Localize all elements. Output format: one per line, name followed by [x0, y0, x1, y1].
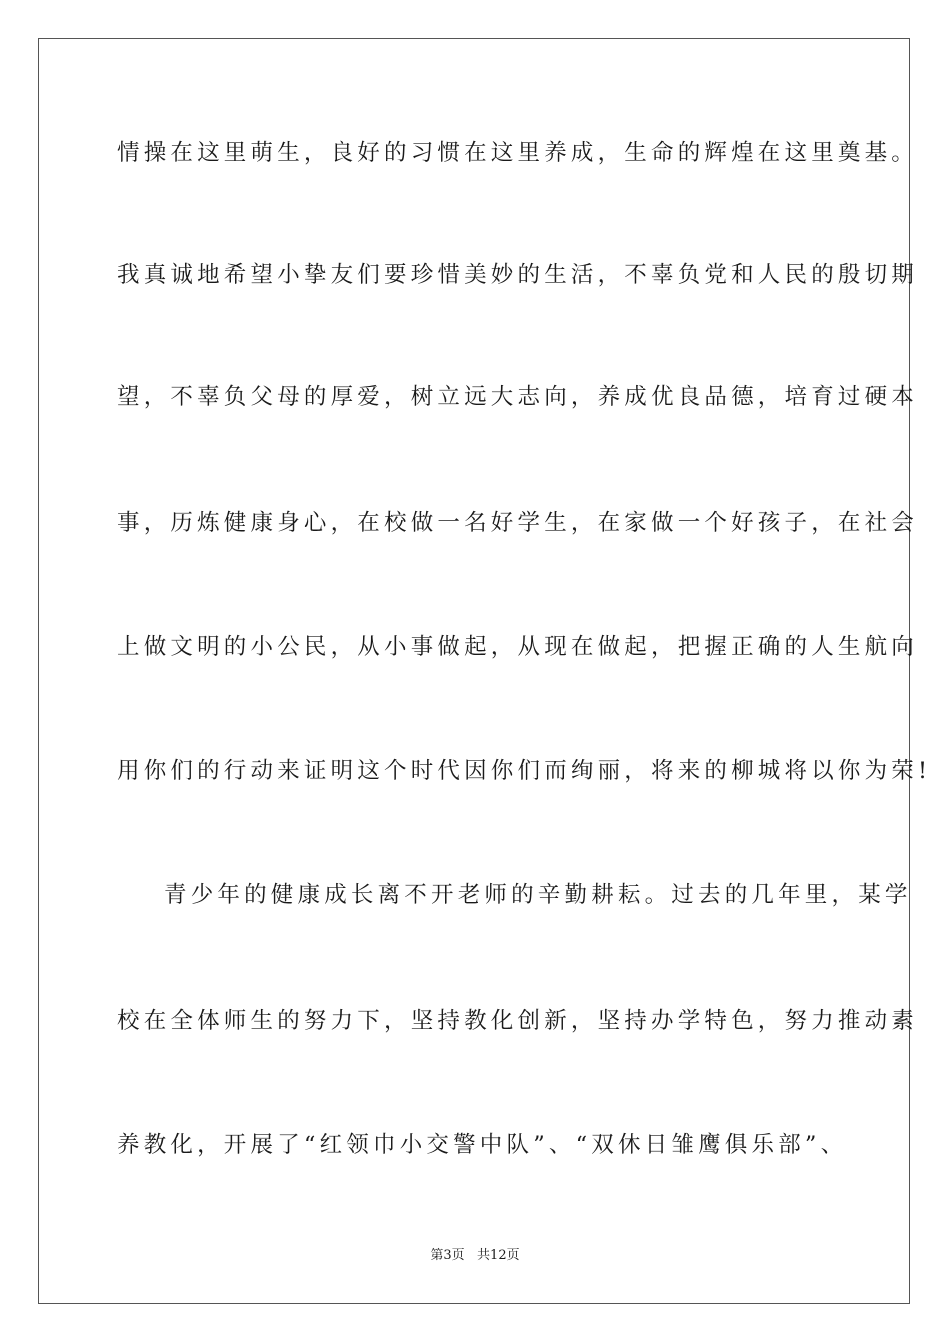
text-line-3: 望，不辜负父母的厚爱，树立远大志向，养成优良品德，培育过硬本	[117, 384, 919, 410]
text-line-6: 用你们的行动来证明这个时代因你们而绚丽，将来的柳城将以你为荣!	[117, 758, 932, 784]
text-line-5: 上做文明的小公民，从小事做起，从现在做起，把握正确的人生航向	[117, 634, 919, 660]
text-line-9: 养教化，开展了“红领巾小交警中队”、“双休日雏鹰俱乐部”、	[117, 1132, 848, 1158]
text-line-8: 校在全体师生的努力下，坚持教化创新，坚持办学特色，努力推动素	[117, 1008, 919, 1034]
page-border	[38, 38, 932, 1304]
text-line-7: 青少年的健康成长离不开老师的辛勤耕耘。过去的几年里，某学	[164, 882, 912, 908]
text-line-4: 事，历炼健康身心，在校做一名好学生，在家做一个好孩子，在社会	[117, 510, 919, 536]
text-line-2: 我真诚地希望小挚友们要珍惜美妙的生活，不辜负党和人民的殷切期	[117, 262, 919, 288]
text-line-1: 情操在这里萌生，良好的习惯在这里养成，生命的辉煌在这里奠基。	[117, 140, 919, 166]
page-number-footer: 第3页 共12页	[430, 1248, 520, 1263]
